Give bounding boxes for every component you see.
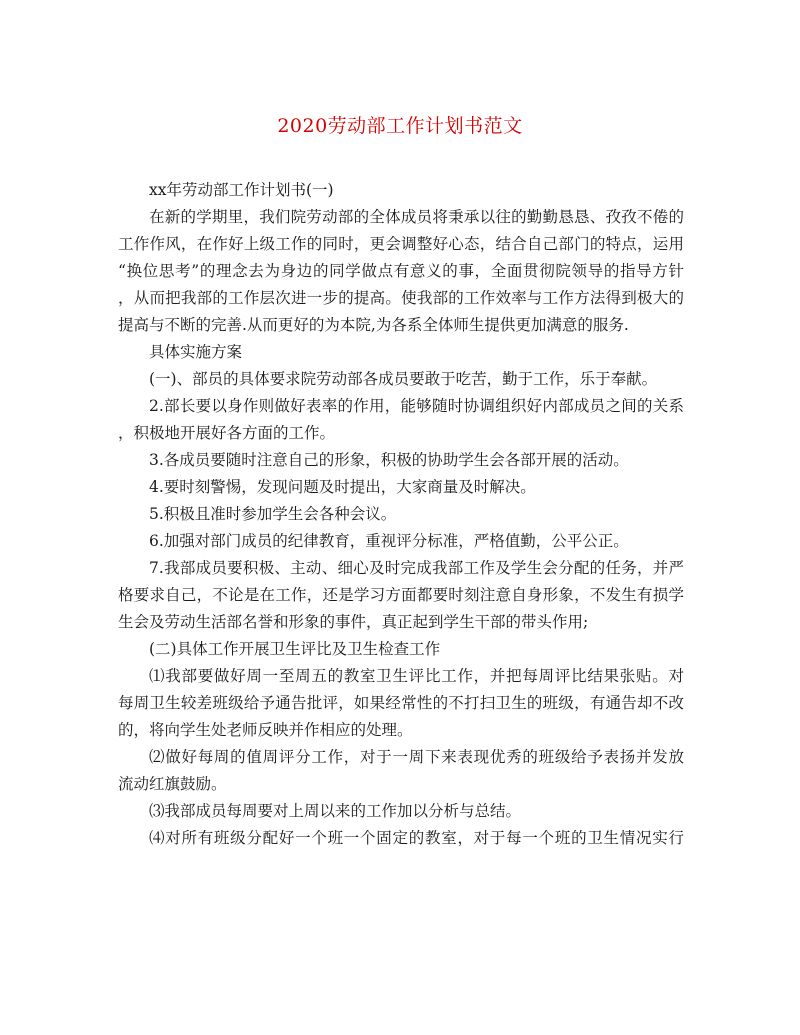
paragraph-line: 6.加强对部门成员的纪律教育，重视评分标准，严格值勤，公平公正。: [149, 532, 629, 550]
paragraph-line: 在新的学期里，我们院劳动部的全体成员将秉承以往的勤勤恳恳、孜孜不倦的: [149, 208, 684, 226]
paragraph-line: (一)、部员的具体要求院劳动部各成员要敢于吃苦，勤于工作，乐于奉献。: [149, 370, 658, 388]
paragraph-line: 5.积极且准时参加学生会各种会议。: [149, 505, 397, 523]
paragraph-line: ⑴我部要做好周一至周五的教室卫生评比工作，并把每周评比结果张贴。对: [149, 667, 684, 685]
paragraph-line: ，积极地开展好各方面的工作。: [118, 424, 336, 442]
paragraph-line: 提高与不断的完善.从而更好的为本院,为各系全体师生提供更加满意的服务.: [118, 316, 629, 334]
paragraph-line: 每周卫生较差班级给予通告批评，如果经常性的不打扫卫生的班级，有通告却不改: [118, 694, 684, 712]
document-body: [118, 177, 684, 852]
paragraph-line: xx年劳动部工作计划书(一): [149, 181, 334, 199]
paragraph-line: 3.各成员要随时注意自己的形象，积极的协助学生会各部开展的活动。: [149, 451, 629, 469]
paragraph-line: ，从而把我部的工作层次进一步的提高。使我部的工作效率与工作方法得到极大的: [118, 289, 684, 307]
document-title: 2020劳动部工作计划书范文: [277, 115, 523, 137]
paragraph-line: (二)具体工作开展卫生评比及卫生检查工作: [149, 640, 441, 658]
paragraph-line: 流动红旗鼓励。: [118, 775, 227, 793]
paragraph-line: ⑶我部成员每周要对上周以来的工作加以分析与总结。: [149, 802, 522, 820]
paragraph-line: 工作作风，在作好上级工作的同时，更会调整好心态，结合自己部门的特点，运用: [118, 235, 684, 253]
paragraph-line: 的，将向学生处老师反映并作相应的处理。: [118, 721, 413, 739]
paragraph-line: ⑵做好每周的值周评分工作，对于一周下来表现优秀的班级给予表扬并发放: [149, 748, 684, 766]
paragraph-line: “换位思考”的理念去为身边的同学做点有意义的事，全面贯彻院领导的指导方针: [118, 262, 684, 280]
paragraph-line: 2.部长要以身作则做好表率的作用，能够随时协调组织好内部成员之间的关系: [149, 397, 684, 415]
paragraph-line: 7.我部成员要积极、主动、细心及时完成我部工作及学生会分配的任务，并严: [149, 559, 684, 577]
paragraph-line: ⑷对所有班级分配好一个班一个固定的教室，对于每一个班的卫生情况实行: [149, 829, 684, 847]
paragraph-line: 具体实施方案: [149, 343, 243, 361]
paragraph-line: 生会及劳动生活部名誉和形象的事件，真正起到学生干部的带头作用;: [118, 613, 589, 631]
paragraph-line: 4.要时刻警惕，发现问题及时提出，大家商量及时解决。: [149, 478, 536, 496]
paragraph-line: 格要求自己，不论是在工作，还是学习方面都要时刻注意自身形象，不发生有损学: [118, 586, 684, 604]
